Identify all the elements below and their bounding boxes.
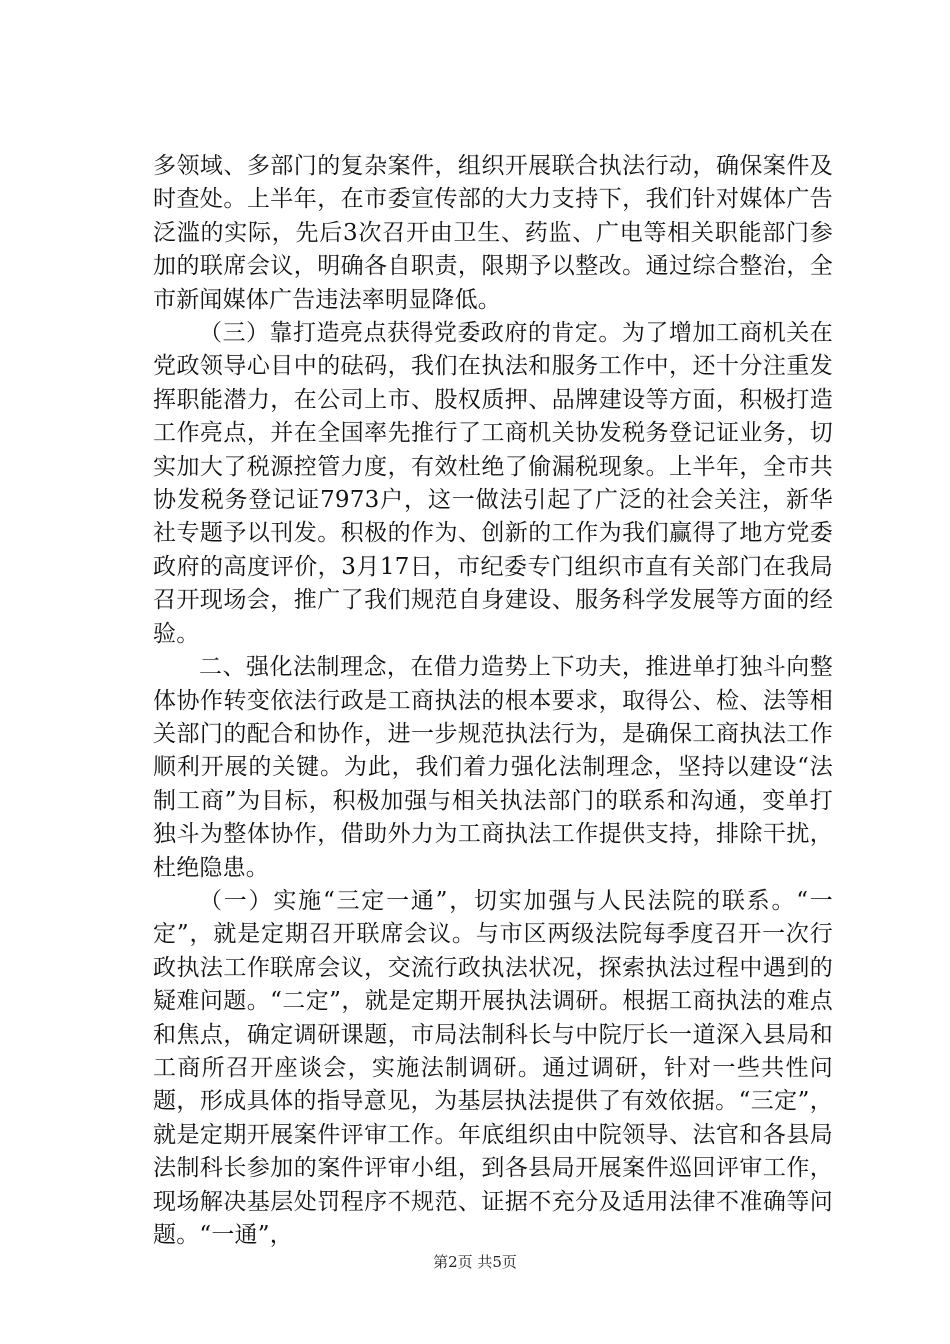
paragraph-subsection-one: （一）实施“三定一通”，切实加强与人民法院的联系。“一定”，就是定期召开联席会议。与市区两级法院每季度召开一次行政执法工作联席会议，交流行政执法状况，探索执法过程中遇到的疑难问题。“二定”，就是定期开展执法调研。根据工商执法的难点和焦点，确定调研课题，市局法制科长与中院厅长一道深入县局和工商所召开座谈会，实施法制调研。通过调研，针对一些共性问题，形成具体的指导意见，为基层执法提供了有效依据。“三定”，就是定期开展案件评审工作。年底组织由中院领导、法官和各县局法制科长参加的案件评审小组，到各县局开展案件巡回评审工作，现场解决基层处罚程序不规范、证据不充分及适用法律不准确等问题。“一通”， — [153, 887, 833, 1248]
paragraph-heading-two: 二、强化法制理念，在借力造势上下功夫，推进单打独斗向整体协作转变依法行政是工商执法的根本要求，取得公、检、法等相关部门的配合和协作，进一步规范执法行为，是确保工商执法工作顺利开展的关键。为此，我们着力强化法制理念，坚持以建设“法制工商”为目标，积极加强与相关执法部门的联系和沟通，变单打独斗为整体协作，借助外力为工商执法工作提供支持，排除干扰，杜绝隐患。 — [153, 654, 833, 881]
paragraph-continuation: 多领域、多部门的复杂案件，组织开展联合执法行动，确保案件及时查处。上半年，在市委宣传部的大力支持下，我们针对媒体广告泛滥的实际，先后3次召开由卫生、药监、广电等相关职能部门参加的联席会议，明确各自职责，限期予以整改。通过综合整治，全市新闻媒体广告违法率明显降低。 — [153, 153, 833, 313]
document-body — [153, 150, 833, 1252]
page-number-footer: 第2页 共5页 — [433, 1253, 517, 1271]
paragraph-section-three: （三）靠打造亮点获得党委政府的肯定。为了增加工商机关在党政领导心目中的砝码，我们在执法和服务工作中，还十分注重发挥职能潜力，在公司上市、股权质押、品牌建设等方面，积极打造工作亮点，并在全国率先推行了工商机关协发税务登记证业务，切实加大了税源控管力度，有效杜绝了偷漏税现象。上半年，全市共协发税务登记证7973户，这一做法引起了广泛的社会关注，新华社专题予以刊发。积极的作为、创新的工作为我们赢得了地方党委政府的高度评价，3月17日，市纪委专门组织市直有关部门在我局召开现场会，推广了我们规范自身建设、服务科学发展等方面的经验。 — [153, 320, 833, 647]
